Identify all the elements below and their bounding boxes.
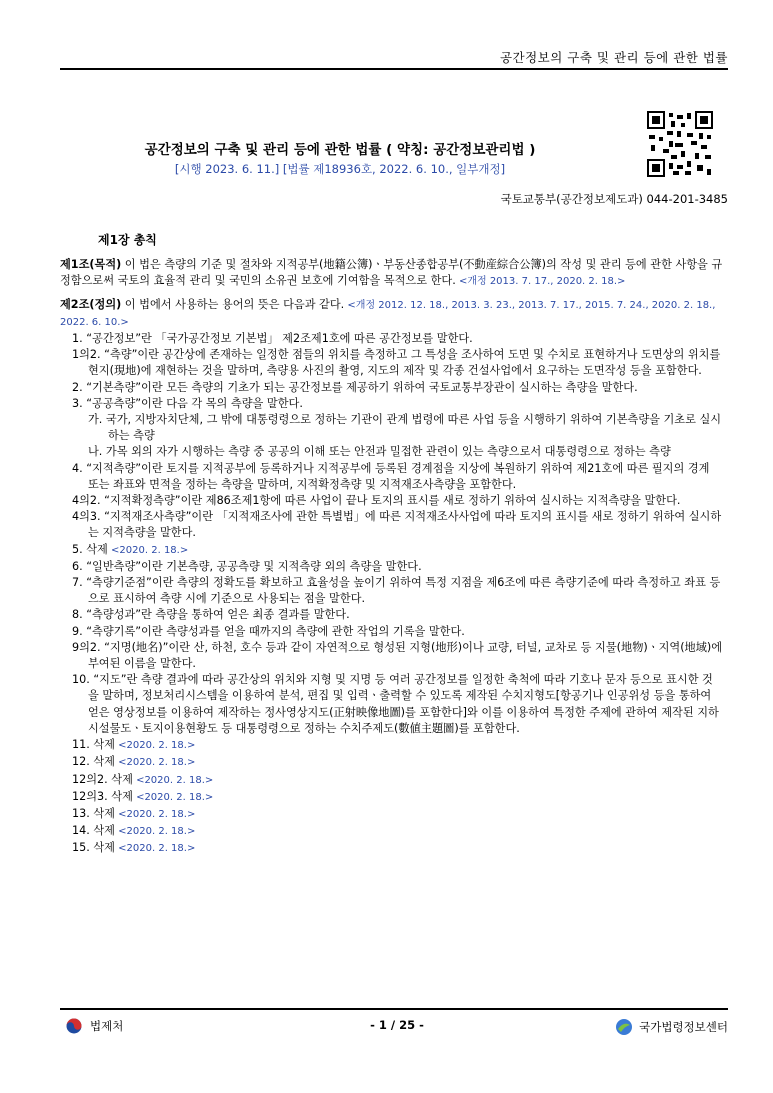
list-item — [66, 575, 723, 607]
amendment-note: <2020. 2. 18.> — [132, 774, 214, 786]
law-title: 공간정보의 구축 및 관리 등에 관한 법률 ( 약칭: 공간정보관리법 ) — [144, 142, 536, 158]
item-text: 2. “기본측량”이란 모든 측량의 기초가 되는 공간정보를 제공하기 위하여 국토교통부장관이 실시하는 측량을 말한다. — [72, 380, 638, 394]
item-text: 11. 삭제 — [72, 738, 115, 752]
item-text: 1. “공간정보”란 「국가공간정보 기본법」 제2조제1호에 따른 공간정보를 말한다. — [72, 332, 473, 346]
list-item — [66, 461, 723, 493]
list-item — [66, 806, 723, 823]
item-text: 5. 삭제 — [72, 542, 108, 556]
item-text: 8. “측량성과”란 측량을 통하여 얻은 최종 결과를 말한다. — [72, 608, 350, 622]
list-item — [66, 772, 723, 789]
list-item — [66, 509, 723, 541]
list-item — [66, 789, 723, 806]
list-item — [66, 640, 723, 672]
list-item — [66, 624, 723, 640]
item-text: 12의3. 삭제 — [72, 789, 133, 803]
item-text: 3. “공공측량”이란 다음 각 목의 측량을 말한다. — [72, 396, 303, 410]
item-text: 9의2. “지명(地名)”이란 산, 하천, 호수 등과 같이 자연적으로 형성된 지형(地形)이나 교량, 터널, 교차로 등 지물(地物)ㆍ지역(地域)에 부여된 이름을 말한다. — [72, 640, 723, 671]
list-item — [66, 737, 723, 754]
list-item — [66, 493, 723, 509]
item-text: 12의2. 삭제 — [72, 772, 133, 786]
item-text: 6. “일반측량”이란 기본측량, 공공측량 및 지적측량 외의 측량을 말한다. — [72, 559, 422, 573]
title-block — [60, 138, 620, 177]
amendment-note: <2020. 2. 18.> — [114, 826, 196, 838]
item-text: 9. “측량기록”이란 측량성과를 얻을 때까지의 측량에 관한 작업의 기록을 말한다. — [72, 624, 465, 638]
list-item — [66, 559, 723, 575]
amendment-note: <2020. 2. 18.> — [114, 843, 196, 855]
list-item — [66, 542, 723, 559]
enforcement-info: [시행 2023. 6. 11.] [법률 제18936호, 2022. 6. 10., 일부개정] — [174, 162, 506, 176]
item-text: 14. 삭제 — [72, 824, 115, 838]
amendment-note: <개정 2012. 12. 18., 2013. 3. 23., 2013. 7. 17., 2015. 7. 24., 2020. 2. 18., 2022. 6. 10.> — [60, 299, 716, 328]
item-text: 4의3. “지적재조사측량”이란 「지적재조사에 관한 특별법」에 따른 지적재조사사업에 따라 토지의 표시를 새로 정하기 위하여 실시하는 지적측량을 말한다. — [72, 510, 722, 540]
article-1 — [60, 257, 723, 290]
footer-rule — [60, 1008, 728, 1010]
item-text: 10. “지도”란 측량 결과에 따라 공간상의 위치와 지형 및 지명 등 여러 공간정보를 일정한 축척에 따라 기호나 문자 등으로 표시한 것을 말하며, 정보처리시스템을 이용하여 분석, 편집 및 입력ㆍ출력할 수 있도록 제작된 수치지형도[항공기나 인공위성 등을 통하여 얻은 영상정보를 이용하여 제작하는 정사영상지도(正射映像地圖)를 포함한다]와 이를 이용하여 특정한 주제에 관하여 제작된 지하시설물도ㆍ토지이용현황도 등 대통령령으로 정하는 수치주제도(數値主題圖)를 포함한다. — [72, 673, 719, 735]
items-list — [60, 331, 723, 858]
item-text: 7. “측량기준점”이란 측량의 정확도를 확보하고 효율성을 높이기 위하여 특정 지점을 제6조에 따른 측량기준에 따라 측정하고 좌표 등으로 표시하여 측량 시에 기준으로 사용되는 점을 말한다. — [72, 576, 721, 606]
item-text: 12. 삭제 — [72, 755, 115, 769]
ministry-contact: 국토교통부(공간정보제도과) 044-201-3485 — [500, 192, 728, 206]
sub-item-text: 나. 가목 외의 자가 시행하는 측량 중 공공의 이해 또는 안전과 밀접한 관련이 있는 측량으로서 대통령령으로 정하는 측량 — [88, 445, 671, 459]
law-body — [60, 232, 723, 858]
footer-right — [615, 1018, 728, 1036]
sub-item — [66, 444, 723, 460]
list-item — [66, 347, 723, 379]
list-item — [66, 840, 723, 857]
item-text: 4. “지적측량”이란 토지를 지적공부에 등록하거나 지적공부에 등록된 경계점을 지상에 복원하기 위하여 제21호에 따른 필지의 경계 또는 좌표와 면적을 정하는 측량을 말하며, 지적확정측량 및 지적재조사측량을 포함한다. — [72, 461, 710, 491]
item-text: 4의2. “지적확정측량”이란 제86조제1항에 따른 사업이 끝나 토지의 표시를 새로 정하기 위하여 실시하는 지적측량을 말한다. — [72, 494, 681, 508]
list-item — [66, 754, 723, 771]
list-item — [66, 331, 723, 347]
article-heading: 제1조(목적) — [60, 258, 122, 272]
amendment-note: <2020. 2. 18.> — [114, 808, 196, 820]
footer-org: 법제처 — [90, 1019, 124, 1033]
running-header: 공간정보의 구축 및 관리 등에 관한 법률 — [499, 50, 728, 65]
item-text: 15. 삭제 — [72, 841, 115, 855]
list-item — [66, 396, 723, 412]
item-text: 13. 삭제 — [72, 806, 115, 820]
list-item — [66, 823, 723, 840]
qr-code-icon — [647, 111, 713, 177]
article-2 — [60, 297, 723, 331]
list-item — [66, 672, 723, 737]
law-center-logo-icon — [615, 1018, 633, 1036]
amendment-note: <개정 2013. 7. 17., 2020. 2. 18.> — [455, 276, 626, 288]
item-text: 1의2. “측량”이란 공간상에 존재하는 일정한 점들의 위치를 측정하고 그 특성을 조사하여 도면 및 수치로 표현하거나 도면상의 위치를 현지(現地)에 재현하는 것을 말하며, 측량용 사진의 촬영, 지도의 제작 및 각종 건설사업에서 요구하는 도면작성 등을 포함한다. — [72, 348, 721, 378]
amendment-note: <2020. 2. 18.> — [114, 757, 196, 769]
list-item — [66, 607, 723, 623]
sub-item — [66, 412, 723, 444]
header-rule — [60, 68, 728, 70]
amendment-note: <2020. 2. 18.> — [114, 740, 196, 752]
amendment-note: <2020. 2. 18.> — [132, 791, 214, 803]
amendment-note: <2020. 2. 18.> — [107, 544, 189, 556]
chapter-heading: 제1장 총칙 — [98, 233, 157, 247]
sub-item-text: 가. 국가, 지방자치단체, 그 밖에 대통령령으로 정하는 기관이 관계 법령에 따른 사업 등을 시행하기 위하여 기본측량을 기초로 실시하는 측량 — [88, 413, 722, 443]
page-number: - 1 / 25 - — [370, 1018, 424, 1032]
list-item — [66, 380, 723, 396]
footer-site: 국가법령정보센터 — [639, 1020, 728, 1034]
article-text: 이 법에서 사용하는 용어의 뜻은 다음과 같다. — [121, 297, 345, 311]
article-heading: 제2조(정의) — [60, 297, 122, 311]
article-text: 이 법은 측량의 기준 및 절차와 지적공부(地籍公簿)ㆍ부동산종합공부(不動産綜合公簿)의 작성 및 관리 등에 관한 사항을 규정함으로써 국토의 효율적 관리 및 국민의 소유권 보호에 기여함을 목적으로 한다. — [60, 258, 723, 288]
